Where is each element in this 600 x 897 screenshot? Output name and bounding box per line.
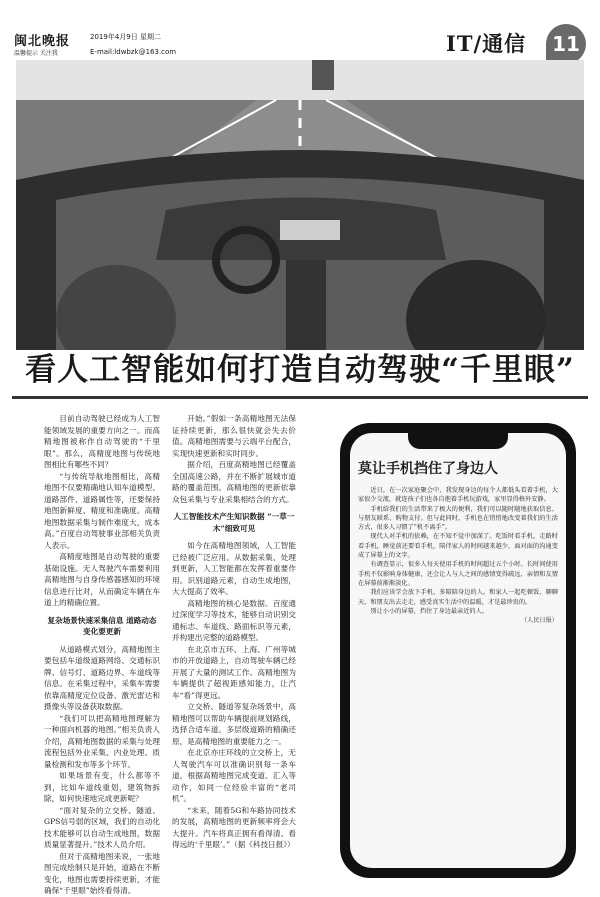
paragraph: 但对于高精地图来说，一张地图完成绘制只是开始，道路在不断变化，地图也需要持续更新，才能确保“千里眼”始终看得清。 — [44, 851, 160, 895]
paragraph: “面对复杂的立交桥、隧道、GPS信号弱的区域，我们的自动化技术能够可以自动生成地图，数据质量显著提升。”技术人员介绍。 — [44, 805, 160, 849]
hero-photo — [16, 60, 584, 350]
paragraph: 近日，在一次家庭聚会中，我发现身边的每个人都低头看着手机，大家很少交流，就连孩子们也各自抱着手机玩游戏，家里显得格外安静。 — [358, 487, 558, 504]
paragraph: 高精地图的核心是数据。百度通过深度学习等技术，能够自动识别交通标志、车道线、路面标识等元素，并构建出完整的道路模型。 — [172, 598, 296, 642]
article-column-1 — [44, 413, 160, 897]
section-title: IT/通信 — [446, 31, 527, 56]
paragraph: 高精度地图是自动驾驶的重要基础设施。无人驾驶汽车需要利用高精地图与自身传感器感知的环境信息进行比对，从而确定车辆在车道上的精确位置。 — [44, 552, 160, 607]
paragraph: “未来，随着5G和车路协同技术的发展，高精地图的更新频率将会大大提升。汽车将真正拥有看得清、看得远的‘千里眼’。”（据《科技日报》） — [172, 805, 296, 849]
sidebar-title: 莫让手机挡住了身边人 — [358, 461, 498, 477]
paragraph: 开始。”假如一条高精地图无法保证持续更新，那么很快就会失去价值。高精地图需要与云端平台配合，实现快速更新和实时同步。 — [172, 414, 296, 458]
paragraph: 如果场景有变，什么都等不到，比如车道线重划，建筑物拆除，如何快速地完成更新呢？ — [44, 771, 160, 803]
phone-notch — [408, 433, 508, 449]
subheading: 复杂场景快速采集信息 道路动态变化要更新 — [47, 615, 157, 636]
headline: 看人工智能如何打造自动驾驶“千里眼” — [25, 352, 575, 388]
paragraph: 立交桥、隧道等复杂场景中，高精地图可以帮助车辆提前规划路线，选择合适车道。多层级道路的精确还原，是高精地图的重要能力之一。 — [172, 702, 296, 746]
date-line: 2019年4月9日 星期二 — [90, 33, 161, 41]
sidebar-credit: （人民日报） — [520, 617, 558, 625]
headline-rule — [12, 396, 588, 399]
paragraph: 从道路模式划分，高精地图主要包括车道级道路网络、交通标识牌、信号灯、道路边界、车道线等信息。在采集过程中，采集车需要依靠高精度定位设备、激光雷达和摄像头等设备获取数据。 — [44, 644, 160, 711]
paragraph: 别让小小的屏幕，挡住了身边最亲近的人。 — [370, 607, 488, 615]
paragraph: 有调查显示，很多人每天使用手机的时间超过五个小时。长时间使用手机不仅影响身体健康，还会让人与人之间的感情变得疏远，亲情和友情在屏幕前渐渐淡化。 — [358, 561, 558, 587]
page-number-badge: 11 — [546, 24, 586, 64]
paragraph: 如今在高精地图领域，人工智能已经被广泛应用。从数据采集、处理到更新，人工智能都在发挥着重要作用。识别道路元素，自动生成地图，大大提高了效率。 — [172, 541, 296, 596]
sidebar-body — [358, 486, 558, 625]
paragraph: 据介绍，百度高精地图已经覆盖全国高速公路，并在不断扩展城市道路的覆盖范围。高精地图的更新依靠众包采集与专业采集相结合的方式。 — [172, 460, 296, 504]
paragraph: 我们应该学会放下手机，多陪陪身边的人。和家人一起吃顿饭、聊聊天，和朋友出去走走，感受真实生活中的温暖，才是最珍贵的。 — [358, 589, 558, 606]
paragraph: 在北京亦庄环线的立交桥上，无人驾驶汽车可以准确识别每一条车道，根据高精地图完成变道、汇入等动作，如同一位经验丰富的“老司机”。 — [172, 748, 296, 803]
sub-brand: 温馨提示 关注我 — [14, 50, 58, 57]
article-column-2 — [172, 413, 296, 851]
paragraph: 现代人对手机的依赖，在不知不觉中加深了。吃饭时看手机，走路时看手机，睡觉前还要看手机，陪伴家人的时间越来越少，面对面的沟通变成了屏幕上的文字。 — [358, 533, 558, 560]
truck — [312, 60, 334, 90]
subheading: 人工智能技术产生知识数据 “一草一木”细致可见 — [173, 512, 295, 533]
paragraph: “与传统导航地图相比，高精地图不仅要精确地认知车道模型、道路部件、道路属性等，还要保持地图新鲜度、精度和准确度。高精地图数据采集与制作难度大，成本高。”百度自动驾驶事业部相关负责人表示。 — [44, 471, 160, 550]
paragraph: “我们可以把高精地图理解为一种面向机器的地图。”相关负责人介绍，高精地图数据的采集与处理流程包括外业采集、内业处理、质量检测和发布等多个环节。 — [44, 713, 160, 769]
paragraph: 手机给我们的生活带来了极大的便利，我们可以随时随地获取信息、与朋友联系、购物支付。但与此同时，手机也在悄悄地改变着我们的生活方式，很多人习惯了“机不离手”。 — [358, 505, 558, 532]
email-line: E-mail:ldwbzk@163.com — [90, 48, 177, 56]
paragraph: 目前自动驾驶已经成为人工智能领域发展的重要方向之一。而高精地图被称作自动驾驶的“千里眼”。那么，高精度地图与传统地图相比有哪些不同？ — [44, 414, 160, 469]
paragraph: 在北京市五环、上海、广州等城市的开放道路上，自动驾驶车辆已经开展了大量的测试工作。高精地图为车辆提供了超视距感知能力，让汽车“看”得更远。 — [172, 644, 296, 700]
masthead: 闽北晚报 — [14, 34, 71, 49]
